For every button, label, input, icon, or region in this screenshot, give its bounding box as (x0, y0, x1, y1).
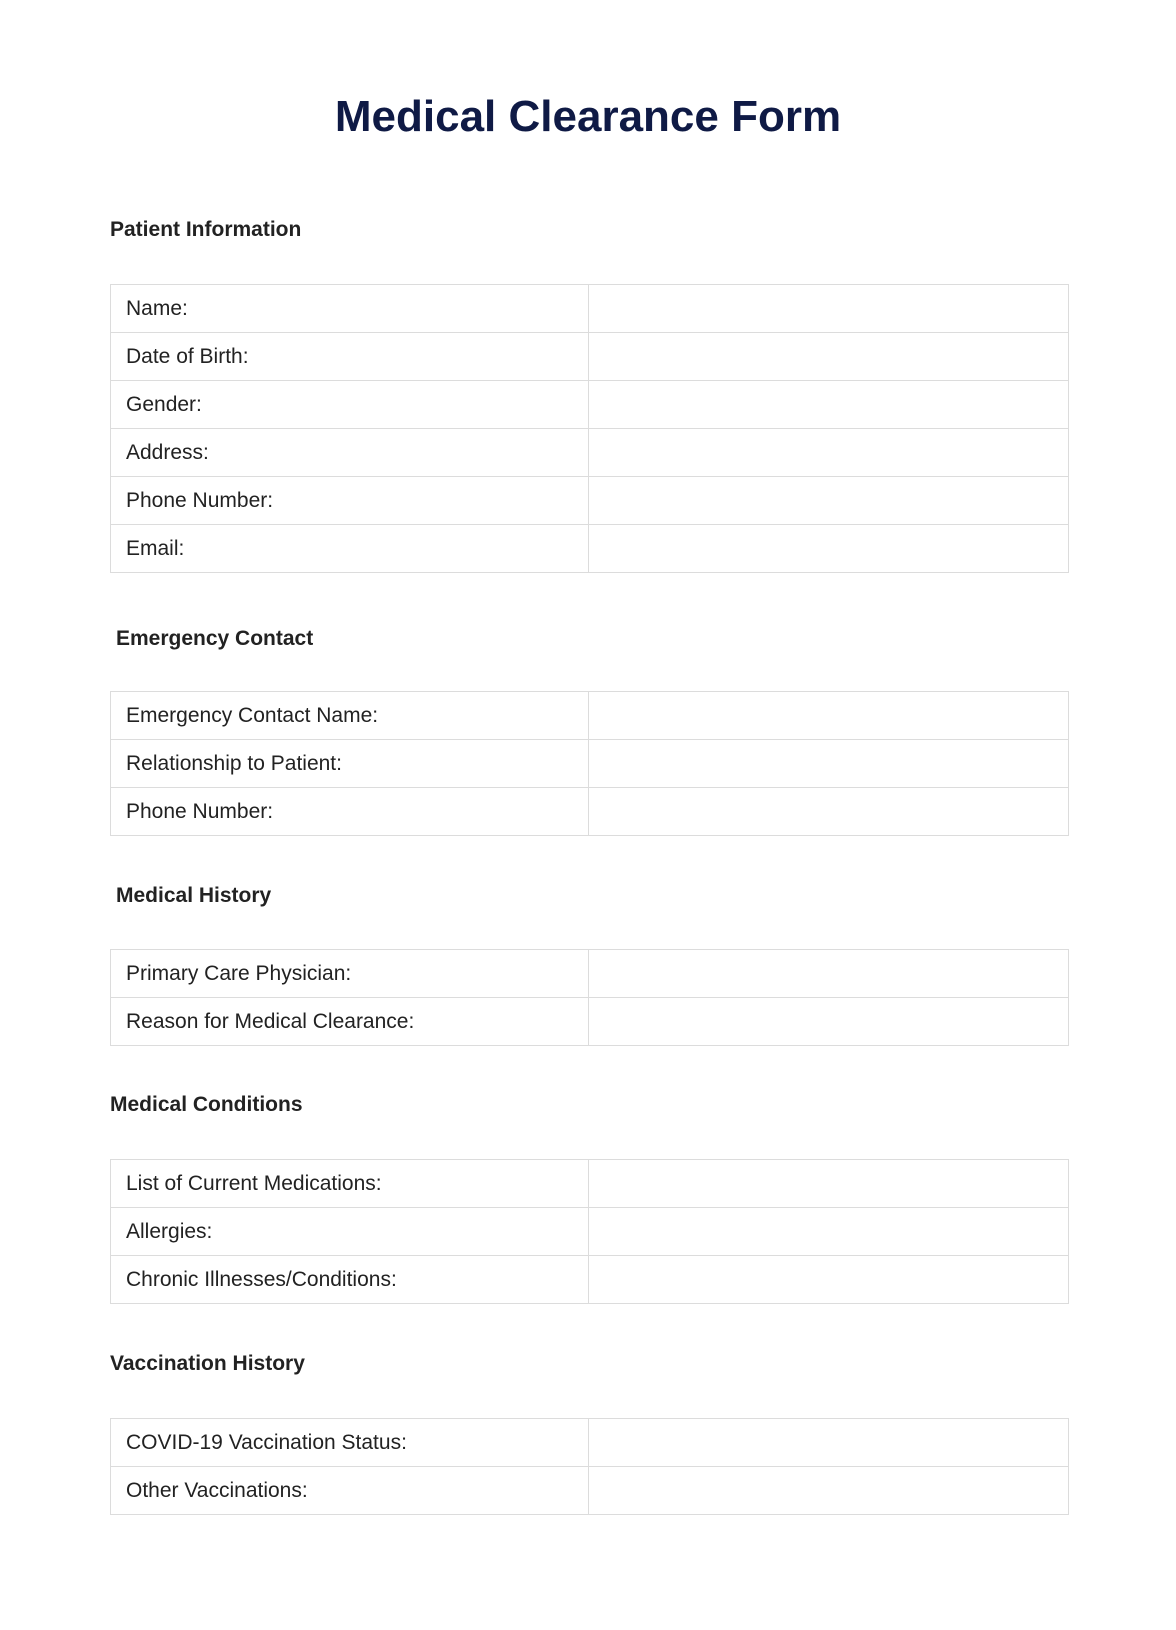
section-heading: Medical History (116, 884, 272, 907)
field-value-cell[interactable] (589, 950, 1069, 998)
field-value-cell[interactable] (589, 1256, 1069, 1304)
field-label: Emergency Contact Name: (111, 692, 589, 740)
field-label: Phone Number: (111, 477, 589, 525)
field-value-cell[interactable] (589, 333, 1069, 381)
field-value-cell[interactable] (589, 788, 1069, 836)
field-label: Date of Birth: (111, 333, 589, 381)
field-label: Chronic Illnesses/Conditions: (111, 1256, 589, 1304)
field-value-cell[interactable] (589, 998, 1069, 1046)
table-row (111, 998, 1069, 1046)
table-row (111, 1160, 1069, 1208)
table-row (111, 788, 1069, 836)
field-label: List of Current Medications: (111, 1160, 589, 1208)
table-row (111, 381, 1069, 429)
table-row (111, 740, 1069, 788)
field-label: Allergies: (111, 1208, 589, 1256)
field-value-cell[interactable] (589, 1467, 1069, 1515)
section-heading: Emergency Contact (116, 627, 314, 650)
field-label: Other Vaccinations: (111, 1467, 589, 1515)
field-value-cell[interactable] (589, 285, 1069, 333)
field-label: Reason for Medical Clearance: (111, 998, 589, 1046)
table-row (111, 1467, 1069, 1515)
field-label: Relationship to Patient: (111, 740, 589, 788)
table-row (111, 333, 1069, 381)
table-row (111, 477, 1069, 525)
field-label: Address: (111, 429, 589, 477)
field-value-cell[interactable] (589, 692, 1069, 740)
field-value-cell[interactable] (589, 1160, 1069, 1208)
page-title: Medical Clearance Form (334, 92, 842, 141)
table-row (111, 525, 1069, 573)
section-table (110, 691, 1069, 836)
field-label: Name: (111, 285, 589, 333)
field-label: Primary Care Physician: (111, 950, 589, 998)
table-row (111, 1256, 1069, 1304)
section-heading: Medical Conditions (110, 1093, 303, 1116)
table-row (111, 950, 1069, 998)
table-row (111, 1419, 1069, 1467)
field-value-cell[interactable] (589, 525, 1069, 573)
field-value-cell[interactable] (589, 381, 1069, 429)
table-row (111, 1208, 1069, 1256)
table-row (111, 429, 1069, 477)
section-table (110, 1418, 1069, 1515)
field-label: Gender: (111, 381, 589, 429)
section-heading: Patient Information (110, 218, 302, 241)
field-value-cell[interactable] (589, 740, 1069, 788)
section-table (110, 284, 1069, 573)
table-row (111, 285, 1069, 333)
section-table (110, 949, 1069, 1046)
field-value-cell[interactable] (589, 477, 1069, 525)
field-value-cell[interactable] (589, 1208, 1069, 1256)
section-table (110, 1159, 1069, 1304)
field-label: COVID-19 Vaccination Status: (111, 1419, 589, 1467)
field-value-cell[interactable] (589, 1419, 1069, 1467)
field-label: Phone Number: (111, 788, 589, 836)
field-label: Email: (111, 525, 589, 573)
field-value-cell[interactable] (589, 429, 1069, 477)
table-row (111, 692, 1069, 740)
section-heading: Vaccination History (110, 1352, 305, 1375)
